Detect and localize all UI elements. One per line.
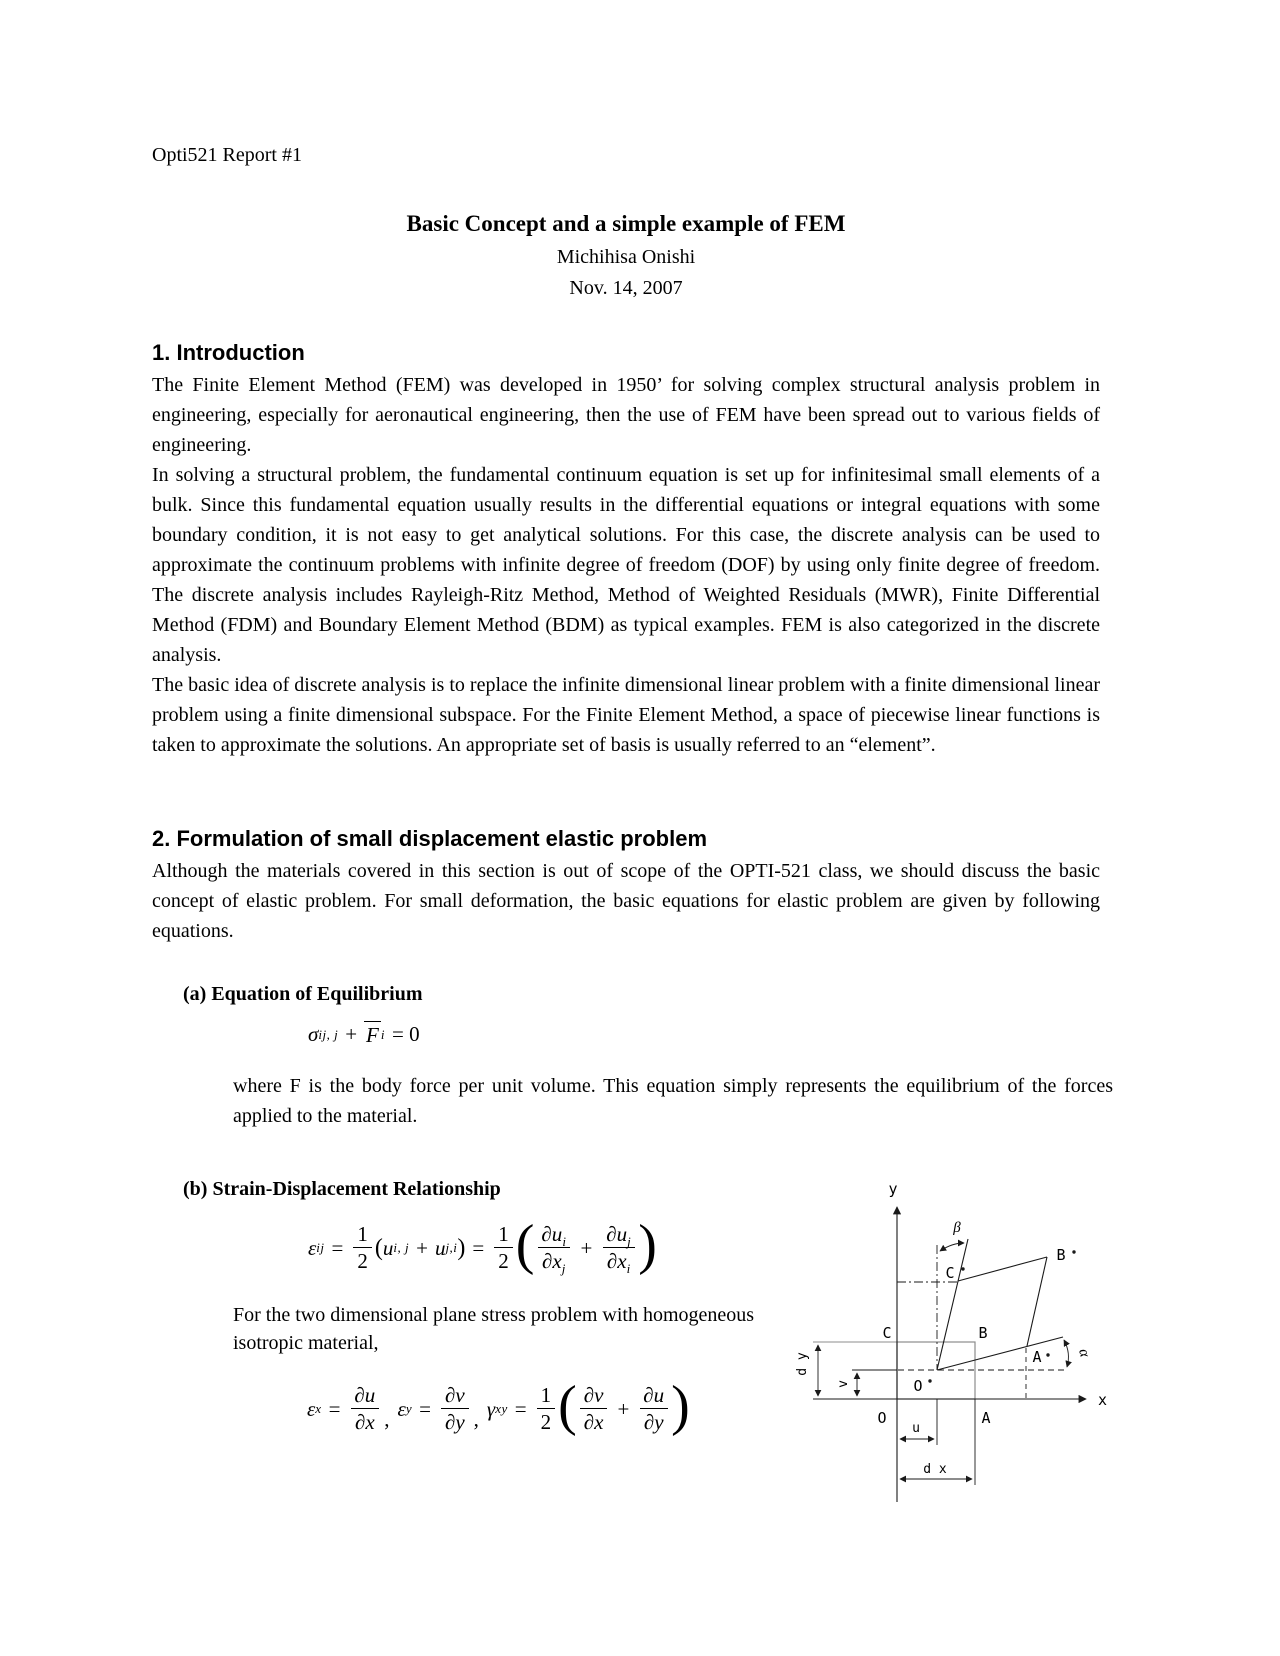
equals-zero: = 0: [392, 1022, 420, 1046]
fraction-denominator: 2: [353, 1247, 372, 1273]
one-half-fraction: [353, 1223, 372, 1272]
equals-sign: =: [328, 1396, 341, 1421]
equilibrium-note: where F is the body force per unit volume. This equation simply represents the equilibrium of the forces applied to the material.: [233, 1075, 1113, 1127]
section-1-heading: 1. Introduction: [152, 340, 305, 365]
fraction-denominator: 2: [537, 1408, 556, 1434]
epsilon-x-symbol: ε: [307, 1396, 316, 1421]
point-a-label: A: [981, 1409, 991, 1427]
figure-canvas: [730, 1112, 1115, 1512]
close-paren: ): [457, 1234, 466, 1261]
plus-operator: +: [580, 1235, 593, 1260]
alpha-angle-arrow: [1064, 1340, 1068, 1367]
intro-paragraph-2: In solving a structural problem, the fundamental continuum equation is set up for infinitesimal small elements of a bulk. Since this fundamental equation usually results in the differential equations or integral equations with some boundary condition, it is not easy to get analytical solutions. For this case, the discrete analysis can be used to approximate the continuum problems with infinite degree of freedom (DOF) by using only finite degree of freedom. The discrete analysis includes Rayleigh-Ritz Method, Method of Weighted Residuals (MWR), Finite Differential Method (FDM) and Boundary Element Method (BDM) as typical examples. FEM is also categorized in the discrete analysis.: [152, 464, 1100, 666]
big-open-paren: (: [558, 1375, 577, 1437]
fraction-numerator: 1: [357, 1222, 368, 1247]
big-open-paren: (: [515, 1214, 535, 1276]
undeformed-square: [897, 1342, 975, 1399]
plus-operator: +: [416, 1235, 428, 1260]
partial-derivative-fraction: [441, 1384, 469, 1433]
partial-derivative-fraction: [580, 1384, 608, 1433]
one-half-fraction: [537, 1384, 556, 1433]
intro-paragraph-1: The Finite Element Method (FEM) was developed in 1950’ for solving complex structural analysis problem in engineering, especially for aeronautical engineering, then the use of FEM have been spread out to various fields of engineering.: [152, 374, 1100, 456]
numerator-subscript: j: [627, 1234, 632, 1250]
point-c-label: C: [882, 1324, 892, 1342]
sigma-symbol: σ: [308, 1022, 319, 1046]
alpha-angle-label: α: [1075, 1347, 1093, 1359]
partial-numerator: ∂v: [444, 1383, 465, 1408]
comma-separator: ,: [384, 1406, 390, 1431]
big-close-paren: ): [671, 1375, 690, 1437]
one-half-fraction: [494, 1223, 513, 1272]
prime-dot: [1046, 1353, 1049, 1356]
introduction-paragraphs: [152, 370, 1100, 760]
equation-strain-displacement: ε ij = $\frac{1}{2}$ ( u i, j + u j,i ) = $\frac{1}{2}$ ( $\frac{\partial u_i}{\partial x_j}$ + $\frac{\partial u_j}{\partial x_i}$ ): [308, 1214, 657, 1277]
document-date: Nov. 14, 2007: [569, 277, 683, 299]
equals-sign: =: [419, 1396, 431, 1421]
open-paren: (: [374, 1234, 383, 1261]
partial-denominator: ∂x: [542, 1249, 562, 1273]
section-2-heading: 2. Formulation of small displacement elastic problem: [152, 826, 708, 851]
document-title: Basic Concept and a simple example of FEM: [406, 211, 846, 236]
report-label: Opti521 Report #1: [152, 144, 302, 166]
intro-paragraph-3: The basic idea of discrete analysis is to replace the infinite dimensional linear problem with a finite dimensional linear problem using a finite dimensional subspace. For the Finite Element Method, a space of piecewise linear functions is taken to approximate the solutions. An appropriate set of basis is usually referred to an “element”.: [152, 674, 1100, 756]
title-block: [152, 211, 1100, 300]
beta-angle-label: β: [953, 1220, 961, 1236]
fraction-numerator: 1: [540, 1383, 552, 1408]
comma-separator: ,: [473, 1406, 479, 1431]
a-prime-label: A: [1032, 1348, 1042, 1366]
equals-sign: =: [331, 1235, 344, 1260]
partial-numerator: ∂u: [606, 1222, 628, 1247]
strain-displacement-figure: [730, 1112, 1115, 1512]
plane-stress-note: For the two dimensional plane stress problem with homogeneous isotropic material,: [233, 1304, 755, 1354]
prime-dot: [1072, 1250, 1075, 1253]
fraction-numerator: 1: [498, 1222, 509, 1247]
denominator-subscript: j: [561, 1261, 566, 1277]
document-author: Michihisa Onishi: [556, 246, 696, 268]
b-prime-label: B: [1056, 1246, 1066, 1264]
partial-derivative-fraction: [602, 1222, 635, 1277]
epsilon-symbol: ε: [308, 1235, 317, 1260]
partial-numerator: ∂u: [354, 1383, 376, 1408]
section-2-paragraphs: [152, 856, 1100, 946]
deformed-edge-cb: [958, 1257, 1047, 1281]
origin-label: O: [877, 1409, 887, 1427]
prime-dot: [961, 1267, 964, 1270]
epsilon-y-symbol: ε: [397, 1396, 406, 1421]
gamma-symbol: γ: [486, 1396, 496, 1421]
subsection-b-heading: (b) Strain-Displacement Relationship: [183, 1178, 501, 1200]
deformed-edge-ab: [1027, 1257, 1047, 1346]
denominator-subscript: i: [626, 1261, 631, 1277]
partial-denominator: ∂y: [640, 1408, 668, 1434]
c-prime-label: C: [945, 1264, 955, 1282]
dx-dimension-label: d x: [923, 1462, 947, 1477]
u-dimension-label: u: [912, 1421, 920, 1436]
dy-dimension-label: d y: [795, 1352, 810, 1376]
equation-plane-stress: ε x = $\frac{\partial u}{\partial x}$ , ε y = $\frac{\partial v}{\partial y}$ , γ xy = $\frac{1}{2}$ ( $\frac{\partial v}{\partial x}$ + $\frac{\partial u}{\partial y}$ ): [307, 1375, 690, 1437]
u-term: u: [434, 1235, 446, 1260]
fraction-denominator: 2: [494, 1247, 513, 1273]
equals-sign: =: [472, 1235, 485, 1260]
big-close-paren: ): [638, 1214, 657, 1276]
numerator-subscript: i: [562, 1234, 567, 1250]
partial-denominator: ∂x: [606, 1249, 627, 1273]
partial-derivative-fraction: [639, 1384, 668, 1433]
partial-denominator: ∂x: [351, 1408, 379, 1434]
partial-numerator: ∂v: [583, 1383, 604, 1408]
plus-operator: +: [345, 1022, 358, 1046]
partial-denominator: ∂x: [580, 1408, 608, 1434]
u-term: u: [382, 1235, 394, 1260]
plus-operator: +: [617, 1396, 630, 1421]
partial-denominator: ∂y: [441, 1408, 469, 1434]
point-b-label: B: [978, 1324, 988, 1342]
x-axis-label: x: [1098, 1391, 1108, 1409]
subsection-a-heading: (a) Equation of Equilibrium: [183, 983, 423, 1005]
section-2-paragraph-1: Although the materials covered in this section is out of scope of the OPTI-521 class, we should discuss the basic concept of elastic problem. For small deformation, the basic equations for elastic problem are given by following equations.: [152, 860, 1100, 942]
o-prime-label: O: [913, 1377, 923, 1395]
prime-dot: [928, 1379, 931, 1382]
beta-angle-arrow: [940, 1243, 964, 1251]
partial-derivative-fraction: [350, 1384, 379, 1433]
deformed-edge-oc: [937, 1239, 968, 1370]
body-force-symbol: F: [366, 1023, 379, 1047]
v-dimension-label: v: [836, 1380, 851, 1388]
partial-numerator: ∂u: [643, 1383, 665, 1408]
equals-sign: =: [514, 1396, 527, 1421]
y-axis-label: y: [888, 1180, 898, 1198]
equation-equilibrium: σ ij, j + F i = 0: [308, 1022, 420, 1047]
partial-derivative-fraction: [537, 1222, 570, 1277]
partial-numerator: ∂u: [541, 1222, 563, 1247]
